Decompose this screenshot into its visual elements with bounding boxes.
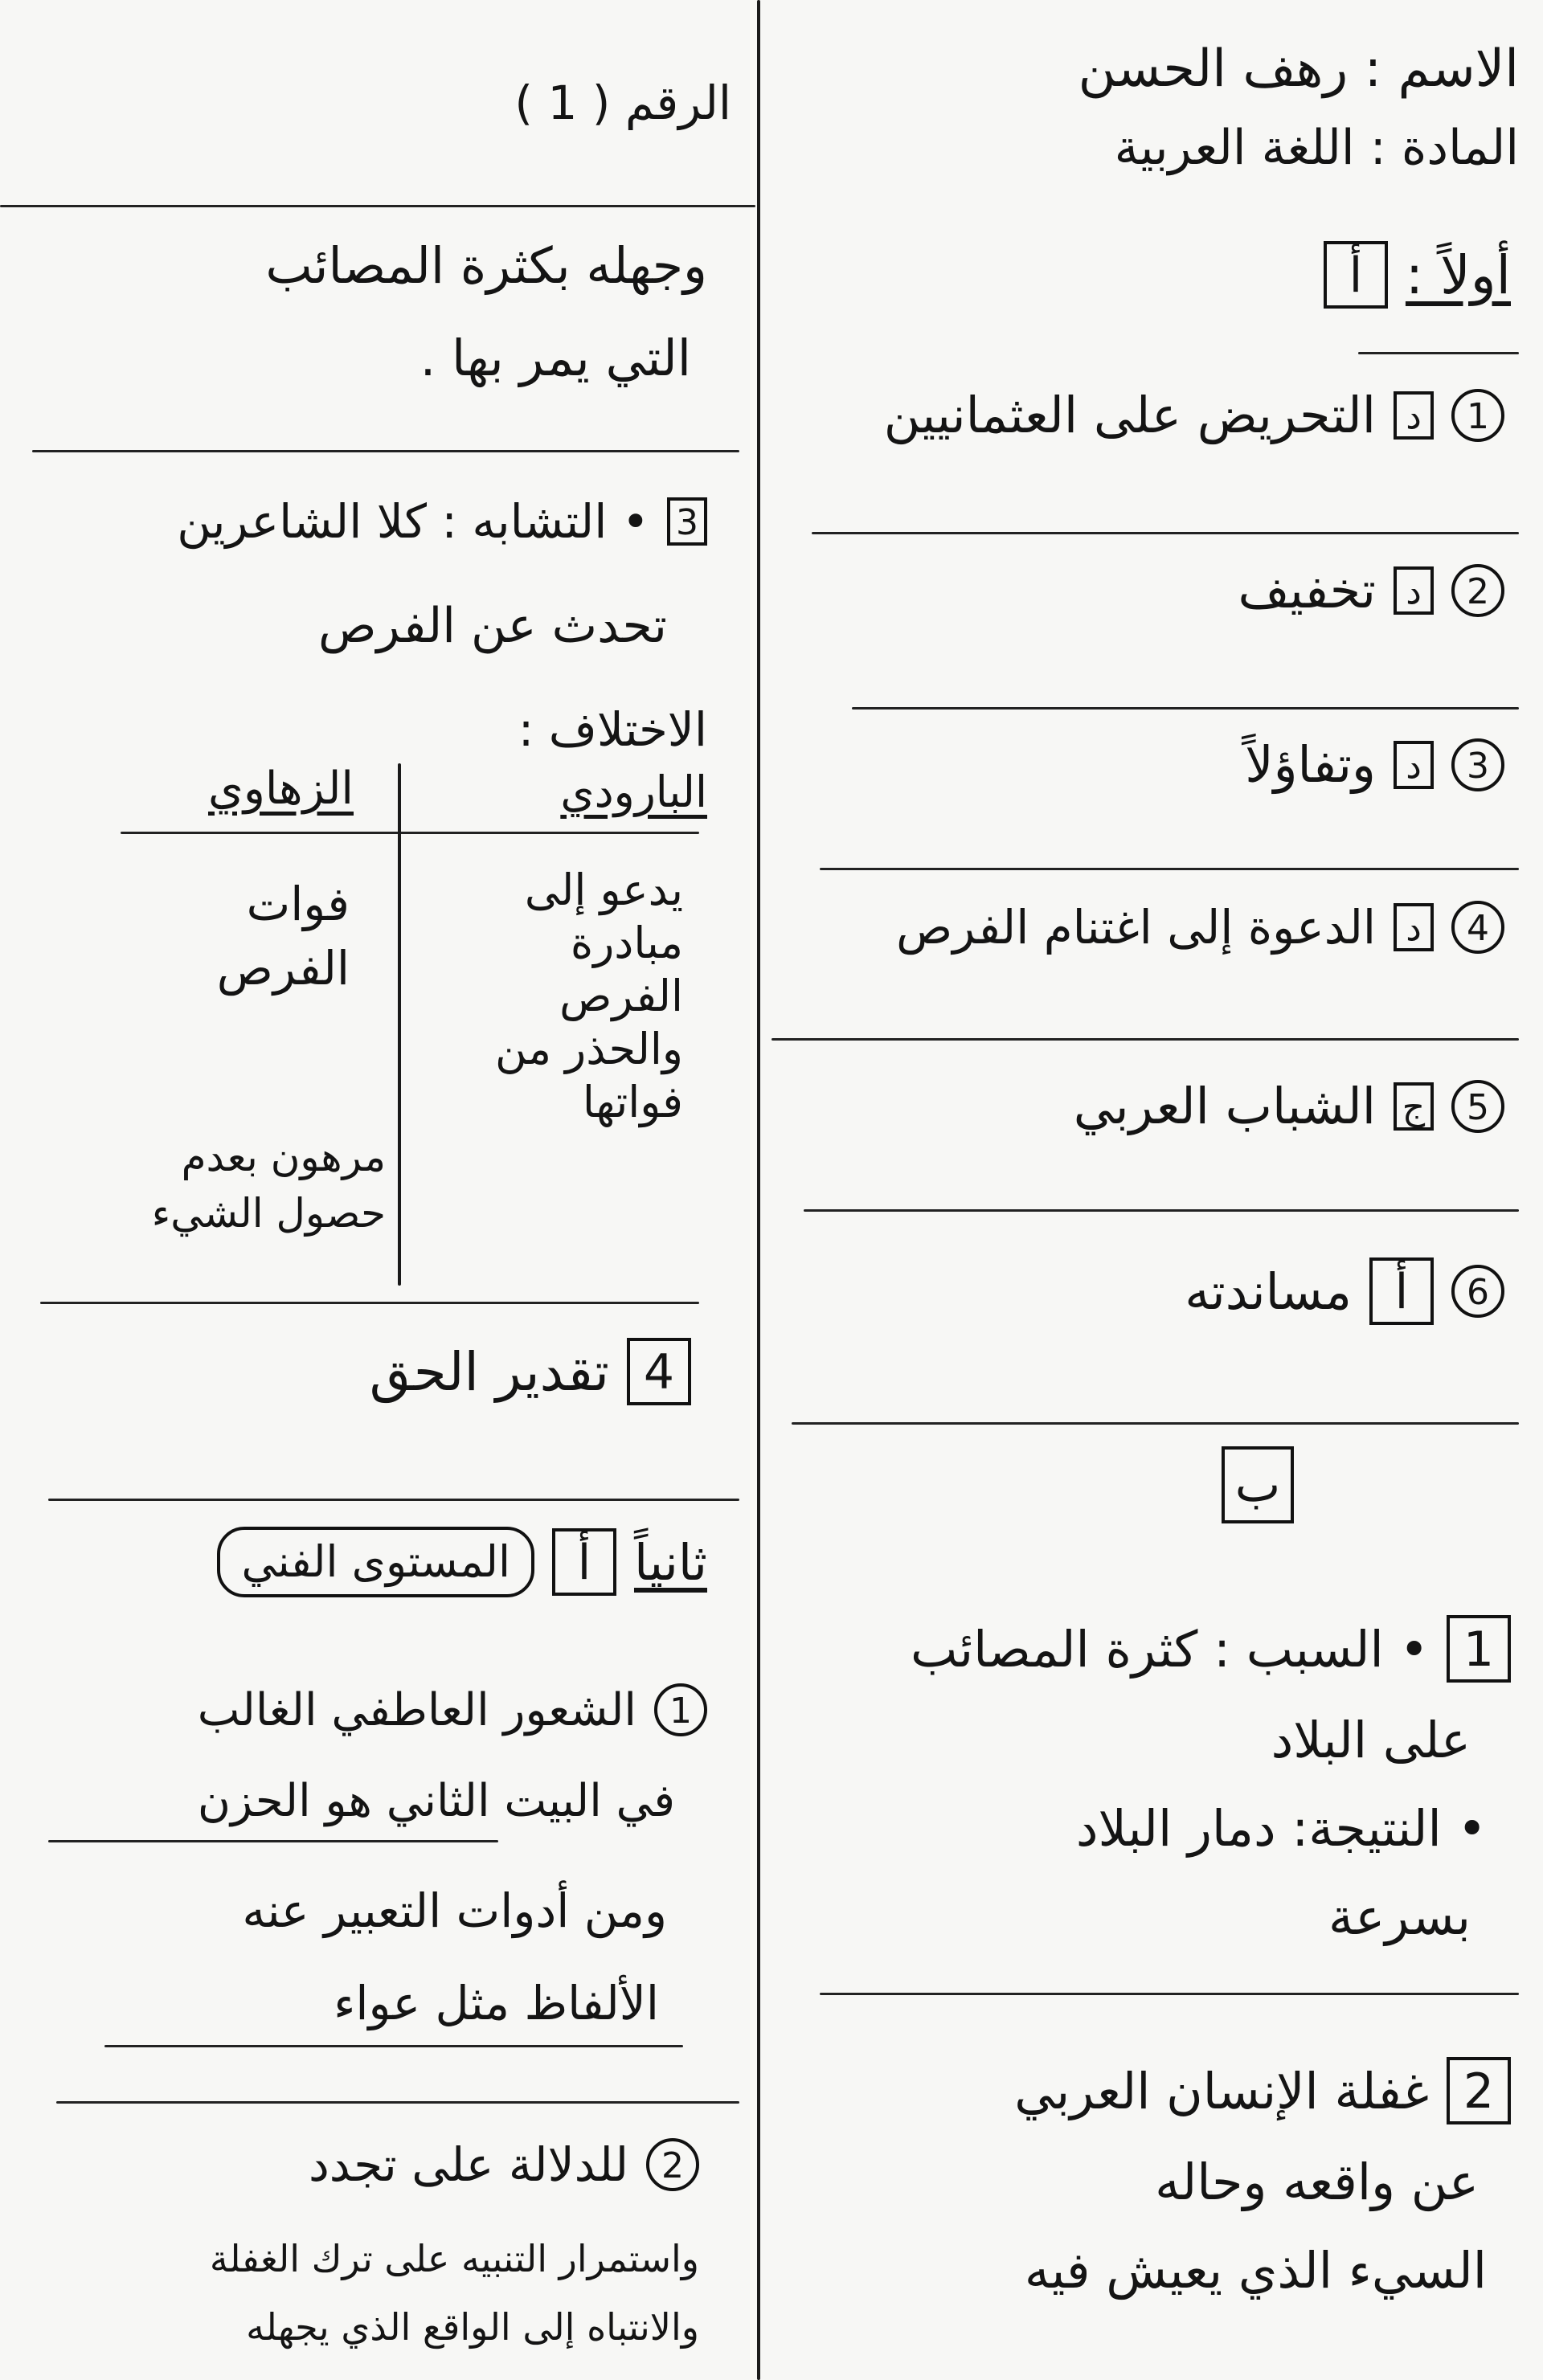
answer-text: الشباب العربي <box>1073 1077 1376 1135</box>
page-number: الرقم ( 1 ) <box>514 76 731 130</box>
answer-2 <box>1238 561 1504 620</box>
answer-number: 5 <box>1451 1080 1504 1133</box>
divider <box>820 1993 1519 1995</box>
item2-line3: والانتباه إلى الواقع الذي يجهله <box>246 2305 699 2349</box>
answer-6 <box>1185 1257 1504 1325</box>
underline <box>104 2045 683 2047</box>
divider <box>812 532 1519 534</box>
choice-box: د <box>1394 903 1434 951</box>
continuation-line2: التي يمر بها . <box>420 329 691 387</box>
divider <box>32 450 739 452</box>
difference-title: الاختلاف : <box>518 702 707 757</box>
item1-line2: في البيت الثاني هو الحزن <box>197 1775 675 1827</box>
answer-number: 3 <box>1451 738 1504 791</box>
q4-answer <box>370 1338 691 1405</box>
cell-line: يدعو إلى <box>524 865 683 915</box>
q4-text: تقدير الحق <box>369 1340 609 1403</box>
cell-line: مرهون بعدم <box>181 1134 386 1180</box>
answer-text: وتفاؤلاً <box>1245 735 1376 794</box>
item1-text: الشعور العاطفي الغالب <box>197 1683 636 1736</box>
divider <box>0 205 755 207</box>
table-header-zahawi: الزهاوي <box>208 763 354 815</box>
answer-text: تخفيف <box>1238 561 1376 620</box>
section-second-heading <box>217 1527 707 1597</box>
b2-line1 <box>1014 2057 1511 2124</box>
subject-label: المادة : اللغة العربية <box>1114 120 1519 176</box>
similarity-text: • التشابه : كلا الشاعرين <box>177 494 649 549</box>
section-first-title: أولاً : <box>1405 243 1511 306</box>
choice-box: أ <box>1369 1257 1434 1325</box>
item1-line3: ومن أدوات التعبير عنه <box>242 1883 667 1938</box>
divider <box>852 707 1519 710</box>
answer-text: مساندته <box>1185 1262 1352 1321</box>
divider <box>772 1038 1519 1041</box>
choice-box: د <box>1394 741 1434 789</box>
similarity-continuation: تحدث عن الفرص <box>318 598 667 654</box>
table-header-line <box>121 832 699 834</box>
item2-line1 <box>309 2137 699 2192</box>
answer-text: الدعوة إلى اغتنام الفرص <box>896 900 1376 955</box>
divider <box>804 1209 1519 1212</box>
item2-text: للدلالة على تجدد <box>308 2137 628 2192</box>
answer-5 <box>1074 1077 1504 1135</box>
cell-line: مبادرة <box>570 918 683 968</box>
cell-line: والحذر من <box>494 1024 683 1074</box>
section-first-box: أ <box>1324 241 1388 309</box>
item2-number: 2 <box>646 2138 699 2191</box>
section-b-box: ب <box>1222 1446 1294 1523</box>
column-divider <box>757 0 760 2380</box>
result-continuation: بسرعة <box>1328 1887 1471 1946</box>
table-header-baroudi: البارودي <box>560 767 707 817</box>
title-underline <box>1358 352 1519 354</box>
choice-box: ج <box>1394 1082 1434 1131</box>
divider <box>48 1499 739 1501</box>
item2-line2: واستمرار التنبيه على ترك الغفلة <box>209 2237 699 2280</box>
b1-number: 1 <box>1447 1615 1511 1683</box>
underline <box>48 1840 498 1842</box>
item1-line1 <box>198 1683 707 1736</box>
b2-line3: السيء الذي يعيش فيه <box>1024 2241 1487 2300</box>
zahawi-cell-b <box>152 1129 386 1241</box>
divider <box>40 1302 699 1304</box>
divider <box>820 868 1519 870</box>
q3-similarity <box>177 494 707 549</box>
answer-number: 1 <box>1451 389 1504 442</box>
baroudi-cell <box>495 864 683 1129</box>
zahawi-cell-a <box>217 872 350 1000</box>
b2-line2: عن واقعه وحاله <box>1155 2153 1479 2211</box>
answer-text: التحريض على العثمانيين <box>883 386 1376 444</box>
b2-number: 2 <box>1447 2057 1511 2124</box>
section-first-heading <box>1324 241 1511 309</box>
table-column-divider <box>398 763 401 1286</box>
answer-number: 4 <box>1451 901 1504 954</box>
cell-line: الفرص <box>216 941 350 996</box>
q3-number: 3 <box>667 497 707 546</box>
item1-line4: الألفاظ مثل عواء <box>334 1976 659 2030</box>
cause-continuation: على البلاد <box>1271 1711 1471 1769</box>
divider <box>792 1422 1519 1425</box>
answer-1 <box>884 386 1504 444</box>
student-name: الاسم : رهف الحسن <box>1078 39 1519 99</box>
q4-number: 4 <box>627 1338 691 1405</box>
answer-3 <box>1245 735 1504 794</box>
continuation-line1: وجهله بكثرة المصائب <box>265 236 707 295</box>
b2-text: غفلة الإنسان العربي <box>1014 2061 1429 2120</box>
cell-line: حصول الشيء <box>151 1190 386 1237</box>
cell-line: فوات <box>246 877 350 931</box>
divider <box>56 2101 739 2104</box>
cell-line: الفرص <box>559 971 683 1021</box>
answer-4 <box>896 900 1504 955</box>
choice-box: د <box>1394 566 1434 615</box>
section-second-box: أ <box>552 1528 616 1596</box>
section-b-heading <box>1222 1446 1294 1523</box>
section-second-tag: المستوى الفني <box>217 1527 534 1597</box>
cause-text: • السبب : كثرة المصائب <box>911 1619 1429 1679</box>
item1-number: 1 <box>654 1683 707 1736</box>
section-second-title: ثانياً <box>633 1532 707 1592</box>
b1-cause <box>911 1615 1511 1683</box>
choice-box: د <box>1394 391 1434 440</box>
answer-number: 6 <box>1451 1265 1504 1318</box>
answer-number: 2 <box>1451 564 1504 617</box>
cell-line: فواتها <box>582 1077 683 1127</box>
result-text: • النتيجة: دمار البلاد <box>1075 1799 1487 1858</box>
